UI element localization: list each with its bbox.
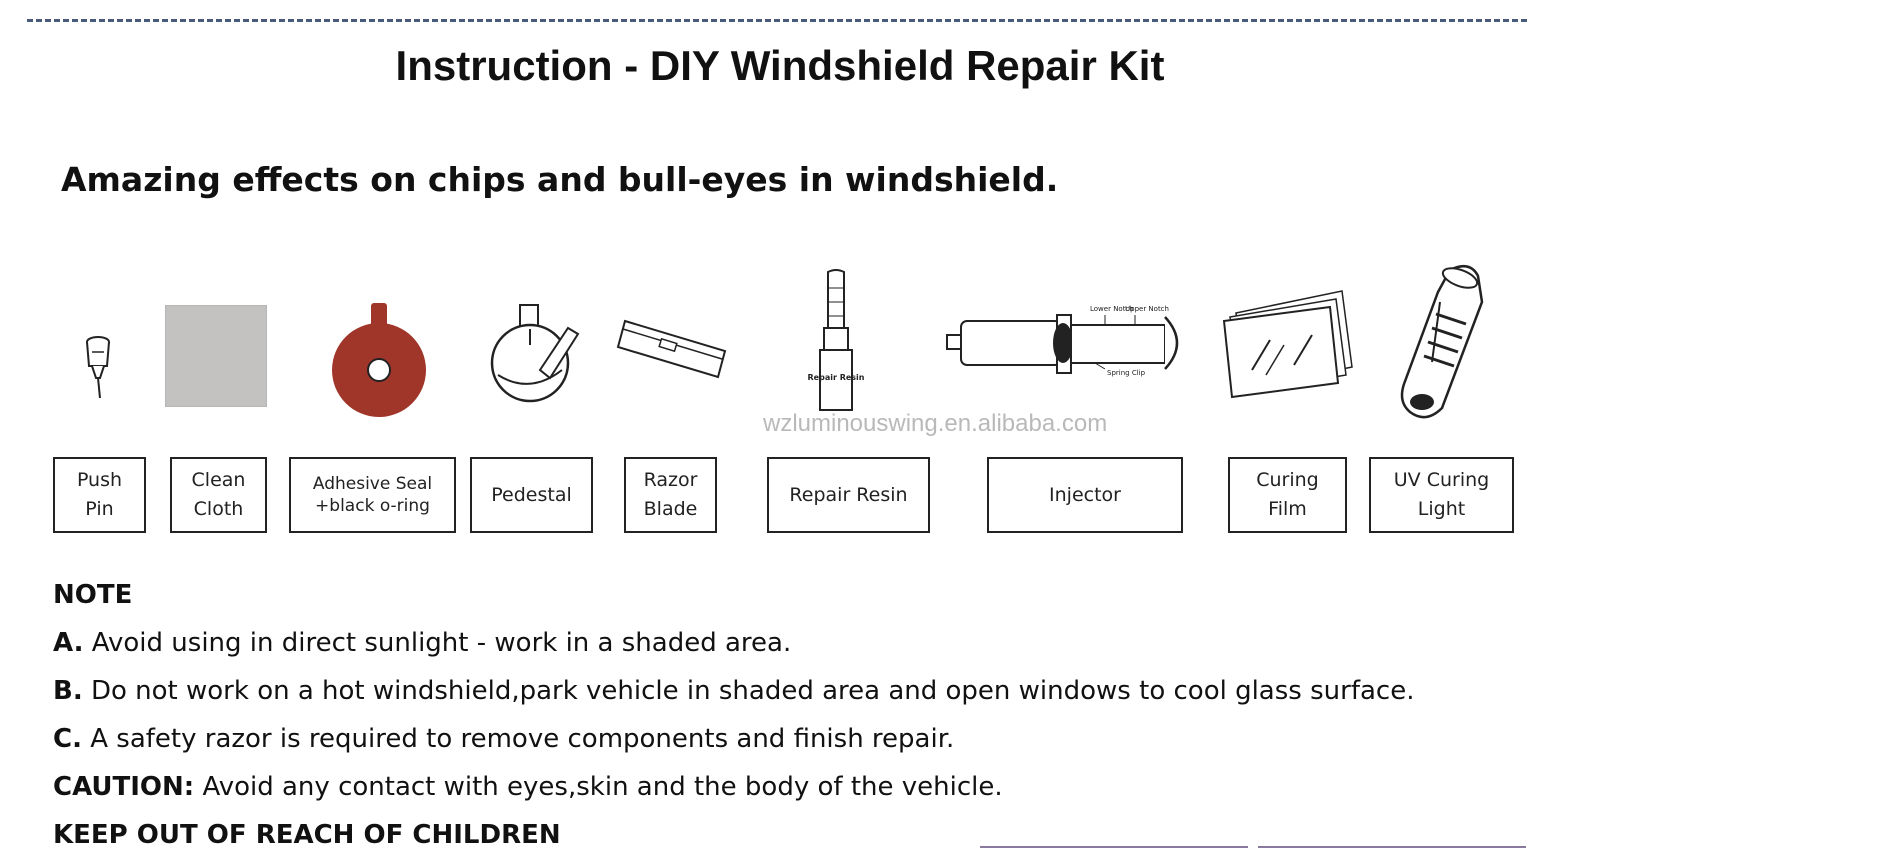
resin-bottle-label: Repair Resin [807, 373, 865, 382]
adhesive-seal-illustration [330, 300, 430, 420]
note-item-c [53, 724, 954, 754]
children-warning: KEEP OUT OF REACH OF CHILDREN [53, 820, 561, 850]
push-pin-illustration [80, 330, 120, 405]
note-item-a-text: Avoid using in direct sunlight - work in a shaded area. [91, 628, 792, 658]
page-title: Instruction - DIY Windshield Repair Kit [395, 42, 1165, 89]
pedestal-illustration [490, 300, 580, 415]
part-label-push-pin: Push Pin [53, 457, 146, 533]
curing-film-illustration [1222, 285, 1362, 400]
caution-text: Avoid any contact with eyes,skin and the body of the vehicle. [202, 772, 1003, 802]
note-item-c-prefix: C. [53, 724, 82, 754]
clean-cloth-illustration [165, 305, 267, 407]
razor-blade-illustration [615, 315, 730, 395]
caution-prefix: CAUTION: [53, 772, 195, 802]
caution-note [53, 772, 1003, 802]
note-heading: NOTE [53, 580, 133, 610]
part-label-repair-resin: Repair Resin [767, 457, 930, 533]
page-subtitle: Amazing effects on chips and bull-eyes in windshield. [61, 160, 1059, 199]
bottom-divider-left [980, 846, 1248, 848]
note-item-a [53, 628, 791, 658]
note-item-b [53, 676, 1414, 706]
uv-curing-light-illustration [1392, 262, 1502, 427]
watermark-text: wzluminouswing.en.alibaba.com [763, 410, 1108, 437]
note-item-a-prefix: A. [53, 628, 84, 658]
note-item-c-text: A safety razor is required to remove components and finish repair. [90, 724, 955, 754]
dashed-divider [27, 19, 1527, 22]
repair-resin-bottle-illustration [807, 268, 865, 413]
part-label-injector: Injector [987, 457, 1183, 533]
injector-label-upper-notch: Upper Notch [1125, 305, 1169, 313]
part-label-razor-blade: Razor Blade [624, 457, 717, 533]
part-label-pedestal: Pedestal [470, 457, 593, 533]
injector-illustration [945, 295, 1195, 385]
part-label-adhesive-seal: Adhesive Seal +black o-ring [289, 457, 456, 533]
part-label-clean-cloth: Clean Cloth [170, 457, 267, 533]
injector-label-lower-notch: Lower Notch [1090, 305, 1134, 313]
bottom-divider-right [1258, 846, 1526, 848]
note-item-b-prefix: B. [53, 676, 83, 706]
injector-label-spring-clip: Spring Clip [1107, 369, 1146, 377]
part-label-uv-curing-light: UV Curing Light [1369, 457, 1514, 533]
note-item-b-text: Do not work on a hot windshield,park vehicle in shaded area and open windows to cool glass surface. [90, 676, 1415, 706]
part-label-curing-film: Curing Film [1228, 457, 1347, 533]
